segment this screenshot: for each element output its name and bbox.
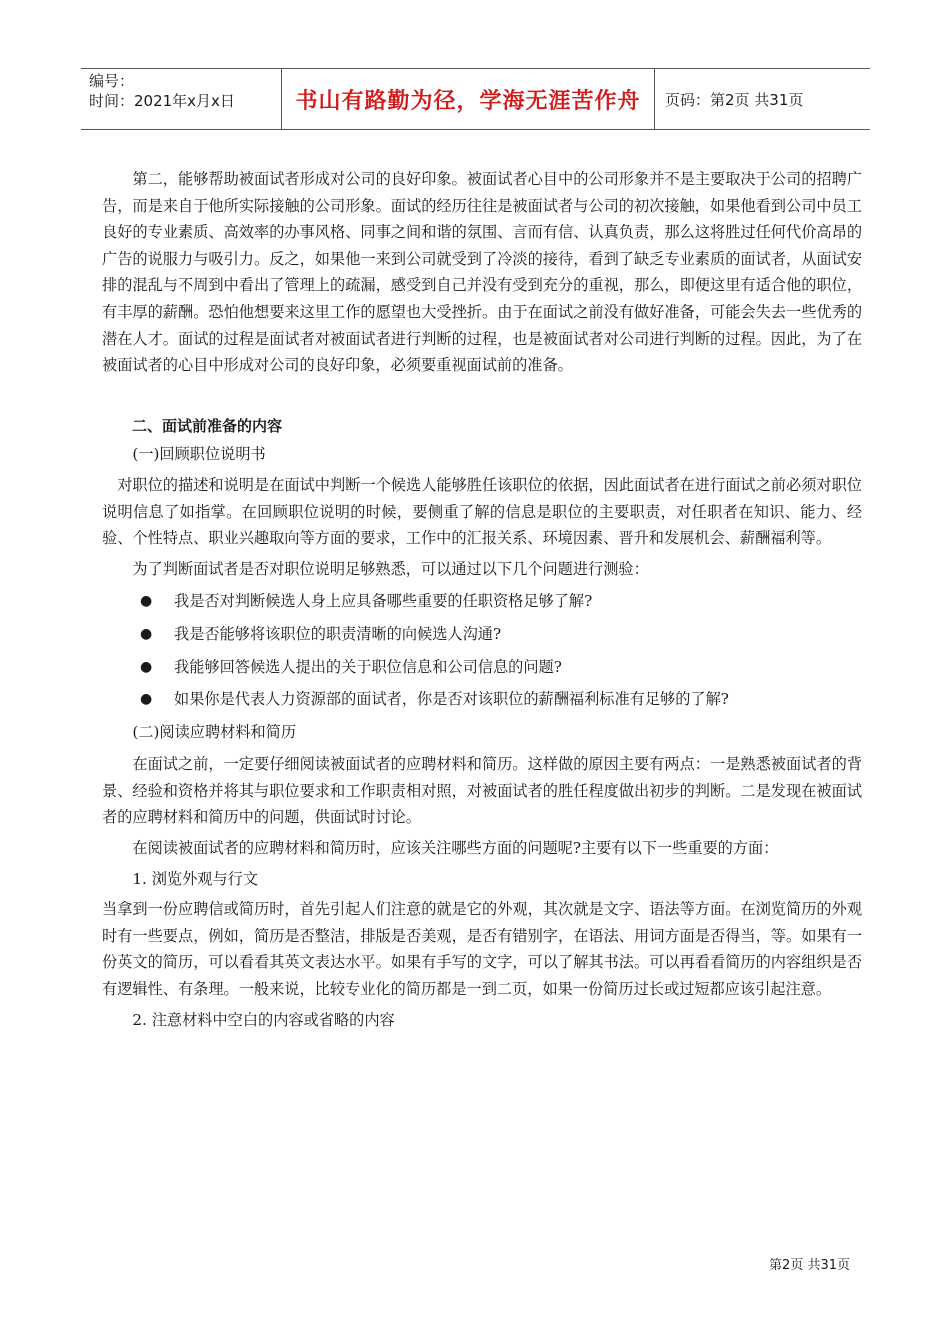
document-body <box>102 166 862 1033</box>
list-item <box>102 654 862 681</box>
item-heading: 1. 浏览外观与行文 <box>132 869 259 888</box>
header-meta <box>81 69 281 129</box>
page-footer: 第2页 共31页 <box>769 1258 850 1273</box>
list-item-text: 我是否对判断候选人身上应具备哪些重要的任职资格足够了解? <box>174 592 593 611</box>
bullet-dot-icon: ● <box>140 658 153 675</box>
paragraph: 为了判断面试者是否对职位说明足够熟悉，可以通过以下几个问题进行测验： <box>132 559 649 578</box>
bullet-dot-icon: ● <box>140 593 153 610</box>
section-heading: 二、面试前准备的内容 <box>132 416 283 435</box>
header-motto: 书山有路勤为径，学海无涯苦作舟 <box>281 69 655 129</box>
subsection-heading: (一)回顾职位说明书 <box>132 445 266 464</box>
bullet-dot-icon: ● <box>140 691 153 708</box>
item-heading: 2. 注意材料中空白的内容或省略的内容 <box>132 1010 395 1029</box>
list-item-text: 我是否能够将该职位的职责清晰的向候选人沟通? <box>174 624 502 643</box>
list-item <box>102 621 862 648</box>
paragraph: 在面试之前，一定要仔细阅读被面试者的应聘材料和简历。这样做的原因主要有两点：一是熟悉被面试者的背景、经验和资格并将其与职位要求和工作职责相对照，对被面试者的胜任程度做出初步的判断。二是发现在被面试者的应聘材料和简历中的问题，供面试时讨论。 <box>102 755 862 827</box>
list-item <box>102 686 862 713</box>
list-item-text: 我能够回答候选人提出的关于职位信息和公司信息的问题? <box>174 657 562 676</box>
header-page-code: 页码：第2页 共31页 <box>665 90 804 109</box>
paragraph: 在阅读被面试者的应聘材料和简历时，应该关注哪些方面的问题呢?主要有以下一些重要的方面： <box>132 839 779 858</box>
bullet-dot-icon: ● <box>140 625 153 642</box>
list-item-text: 如果你是代表人力资源部的面试者，你是否对该职位的薪酬福利标准有足够的了解? <box>174 690 729 709</box>
time-label: 时间：2021年x月x日 <box>89 92 235 110</box>
paragraph: 当拿到一份应聘信或简历时，首先引起人们注意的就是它的外观，其次就是文字、语法等方面。在浏览简历的外观时有一些要点，例如，简历是否整洁，排版是否美观，是否有错别字，在语法、用词方面是否得当，等。如果有一份英文的简历，可以看看其英文表达水平。如果有手写的文字，可以了解其书法。可以再看看简历的内容组织是否有逻辑性、有条理。一般来说，比较专业化的简历都是一到二页，如果一份简历过长或过短都应该引起注意。 <box>102 900 862 999</box>
subsection-heading: (二)阅读应聘材料和简历 <box>132 722 297 741</box>
list-item <box>102 588 862 615</box>
paragraph: 第二，能够帮助被面试者形成对公司的良好印象。被面试者心目中的公司形象并不是主要取决于公司的招聘广告，而是来自于他所实际接触的公司形象。面试的经历往往是被面试者与公司的初次接触，如果他看到公司中员工良好的专业素质、高效率的办事风格、同事之间和谐的氛围、言而有信、认真负责，那么这将胜过任何代价高昂的广告的说服力与吸引力。反之，如果他一来到公司就受到了冷淡的接待，看到了缺乏专业素质的面试者，从面试安排的混乱与不周到中看出了管理上的疏漏，感受到自己并没有受到充分的重视，那么，即便这里有适合他的职位，有丰厚的薪酬。恐怕他想要来这里工作的愿望也大受挫折。由于在面试之前没有做好准备，可能会失去一些优秀的潜在人才。面试的过程是面试者对被面试者进行判断的过程，也是被面试者对公司进行判断的过程。因此，为了在被面试者的心目中形成对公司的良好印象，必须要重视面试前的准备。 <box>102 170 862 375</box>
paragraph: 对职位的描述和说明是在面试中判断一个候选人能够胜任该职位的依据，因此面试者在进行面试之前必须对职位说明信息了如指掌。在回顾职位说明的时候，要侧重了解的信息是职位的主要职责，对任职者在知识、能力、经验、个性特点、职业兴趣取向等方面的要求，工作中的汇报关系、环境因素、晋升和发展机会、薪酬福利等。 <box>102 475 862 548</box>
number-label: 编号： <box>89 72 135 90</box>
page-header <box>81 68 870 130</box>
